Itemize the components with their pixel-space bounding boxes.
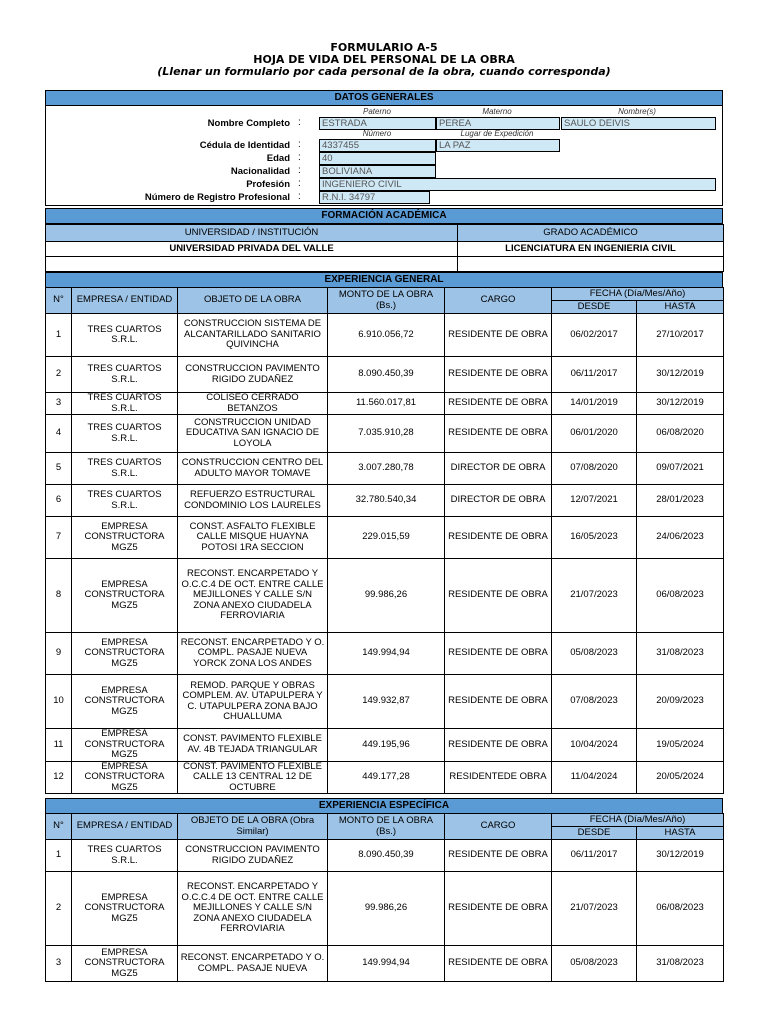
experiencia-especifica-header: EXPERIENCIA ESPECÍFICA — [45, 798, 723, 814]
cell-empresa: EMPRESA CONSTRUCTORA MGZ5 — [72, 872, 178, 946]
cell-monto: 6.910.056,72 — [328, 314, 445, 357]
colon: : — [298, 117, 301, 128]
cell-cargo: RESIDENTE DE OBRA — [445, 357, 552, 393]
cell-empresa: TRES CUARTOS S.R.L. — [72, 840, 178, 872]
cell-empresa: EMPRESA CONSTRUCTORA MGZ5 — [72, 633, 178, 675]
col-monto: MONTO DE LA OBRA (Bs.) — [328, 288, 445, 314]
cell-objeto: CONSTRUCCION PAVIMENTO RIGIDO ZUDAÑEZ — [178, 840, 328, 872]
sub-lugar: Lugar de Expedición — [460, 129, 534, 138]
cell-monto: 7.035.910,28 — [328, 415, 445, 453]
cell-monto: 8.090.450,39 — [328, 840, 445, 872]
cell-n: 1 — [46, 314, 72, 357]
cell-monto: 11.560.017,81 — [328, 393, 445, 415]
cell-cargo: DIRECTOR DE OBRA — [445, 485, 552, 517]
cell-monto: 149.994,94 — [328, 946, 445, 982]
cell-objeto: RECONST. ENCARPETADO Y O.C.C.4 DE OCT. ENTRE CALLE MEJILLONES Y CALLE S/N ZONA ANEXO CIUDADELA FERROVIARIA — [178, 872, 328, 946]
cell-n: 10 — [46, 675, 72, 729]
cell-hasta: 06/08/2020 — [637, 415, 724, 453]
table-row — [46, 314, 724, 357]
cell-cargo: RESIDENTE DE OBRA — [445, 393, 552, 415]
col-hasta: HASTA — [637, 827, 724, 840]
cell-empresa: TRES CUARTOS S.R.L. — [72, 314, 178, 357]
sub-materno: Materno — [482, 107, 512, 116]
cell-monto: 99.986,26 — [328, 559, 445, 633]
cell-empresa: EMPRESA CONSTRUCTORA MGZ5 — [72, 946, 178, 982]
cell-desde: 16/05/2023 — [552, 517, 637, 559]
cell-hasta: 28/01/2023 — [637, 485, 724, 517]
col-desde: DESDE — [552, 827, 637, 840]
cell-cargo: RESIDENTE DE OBRA — [445, 314, 552, 357]
cell-empresa: EMPRESA CONSTRUCTORA MGZ5 — [72, 729, 178, 762]
colon: : — [298, 165, 301, 176]
cell-cargo: RESIDENTE DE OBRA — [445, 872, 552, 946]
cell-hasta: 31/08/2023 — [637, 633, 724, 675]
cell-objeto: CONST. PAVIMENTO FLEXIBLE CALLE 13 CENTRAL 12 DE OCTUBRE — [178, 761, 328, 794]
sub-nombres: Nombre(s) — [618, 107, 656, 116]
cell-hasta: 27/10/2017 — [637, 314, 724, 357]
field-nombres[interactable]: SAULO DEIVIS — [561, 117, 716, 130]
cell-hasta: 09/07/2021 — [637, 453, 724, 485]
cell-cargo: RESIDENTE DE OBRA — [445, 633, 552, 675]
colon: : — [298, 191, 301, 202]
field-registro[interactable]: R.N.I. 34797 — [319, 191, 430, 204]
cell-objeto: CONSTRUCCION UNIDAD EDUCATIVA SAN IGNACIO DE LOYOLA — [178, 415, 328, 453]
cell-cargo: RESIDENTE DE OBRA — [445, 729, 552, 762]
cell-cargo: DIRECTOR DE OBRA — [445, 453, 552, 485]
cell-n: 2 — [46, 357, 72, 393]
col-n: N° — [46, 288, 72, 314]
label-nombre: Nombre Completo — [207, 118, 290, 129]
sub-numero: Número — [362, 129, 392, 138]
cell-empresa: EMPRESA CONSTRUCTORA MGZ5 — [72, 559, 178, 633]
cell-cargo: RESIDENTE DE OBRA — [445, 517, 552, 559]
cell-objeto: CONST. PAVIMENTO FLEXIBLE AV. 4B TEJADA TRIANGULAR — [178, 729, 328, 762]
cell-desde: 12/07/2021 — [552, 485, 637, 517]
cell-objeto: RECONST. ENCARPETADO Y O. COMPL. PASAJE NUEVA — [178, 946, 328, 982]
table-row — [46, 946, 724, 982]
cell-n: 1 — [46, 840, 72, 872]
formacion-header: FORMACIÓN ACADÉMICA — [45, 208, 723, 224]
cell-n: 4 — [46, 415, 72, 453]
colon: : — [298, 139, 301, 150]
cell-desde: 07/08/2023 — [552, 675, 637, 729]
cell-n: 11 — [46, 729, 72, 762]
field-ci-lugar[interactable]: LA PAZ — [436, 139, 560, 152]
col-fecha: FECHA (Día/Mes/Año) — [552, 814, 724, 827]
cell-desde: 21/07/2023 — [552, 872, 637, 946]
cell-monto: 449.177,28 — [328, 761, 445, 794]
form-title: HOJA DE VIDA DEL PERSONAL DE LA OBRA — [253, 53, 515, 66]
col-universidad: UNIVERSIDAD / INSTITUCIÓN — [46, 225, 458, 242]
col-empresa: EMPRESA / ENTIDAD — [72, 814, 178, 840]
cell-empresa: EMPRESA CONSTRUCTORA MGZ5 — [72, 761, 178, 794]
cell-n: 2 — [46, 872, 72, 946]
formacion-universidad: UNIVERSIDAD PRIVADA DEL VALLE — [46, 242, 458, 257]
col-objeto: OBJETO DE LA OBRA (Obra Similar) — [178, 814, 328, 840]
cell-desde: 05/08/2023 — [552, 946, 637, 982]
table-row — [46, 517, 724, 559]
col-monto: MONTO DE LA OBRA (Bs.) — [328, 814, 445, 840]
cell-n: 5 — [46, 453, 72, 485]
table-row — [46, 633, 724, 675]
cell-monto: 229.015,59 — [328, 517, 445, 559]
experiencia-general-header: EXPERIENCIA GENERAL — [45, 272, 723, 288]
cell-hasta: 06/08/2023 — [637, 872, 724, 946]
cell-objeto: CONSTRUCCION SISTEMA DE ALCANTARILLADO SANITARIO QUIVINCHA — [178, 314, 328, 357]
cell-hasta: 30/12/2019 — [637, 840, 724, 872]
label-nacionalidad: Nacionalidad — [230, 166, 290, 177]
cell-n: 9 — [46, 633, 72, 675]
cell-empresa: TRES CUARTOS S.R.L. — [72, 393, 178, 415]
table-row — [46, 840, 724, 872]
formacion-grado: LICENCIATURA EN INGENIERIA CIVIL — [458, 242, 724, 257]
cell-objeto: CONSTRUCCION PAVIMENTO RIGIDO ZUDAÑEZ — [178, 357, 328, 393]
experiencia-especifica-table — [45, 813, 724, 982]
col-cargo: CARGO — [445, 814, 552, 840]
table-row — [46, 485, 724, 517]
col-n: N° — [46, 814, 72, 840]
cell-n: 12 — [46, 761, 72, 794]
experiencia-general-table — [45, 287, 724, 794]
cell-empresa: TRES CUARTOS S.R.L. — [72, 485, 178, 517]
cell-empresa: TRES CUARTOS S.R.L. — [72, 453, 178, 485]
table-row — [46, 675, 724, 729]
label-profesion: Profesión — [246, 179, 290, 190]
cell-monto: 32.780.540,34 — [328, 485, 445, 517]
table-row — [46, 559, 724, 633]
cell-desde: 10/04/2024 — [552, 729, 637, 762]
field-profesion[interactable]: INGENIERO CIVIL — [319, 178, 716, 191]
cell-desde: 06/11/2017 — [552, 840, 637, 872]
cell-n: 7 — [46, 517, 72, 559]
formacion-empty-cell — [46, 257, 458, 272]
form-subtitle: (Llenar un formulario por cada personal de la obra, cuando corresponda) — [157, 65, 611, 78]
cell-objeto: RECONST. ENCARPETADO Y O. COMPL. PASAJE NUEVA YORCK ZONA LOS ANDES — [178, 633, 328, 675]
colon: : — [298, 178, 301, 189]
col-fecha: FECHA (Día/Mes/Año) — [552, 288, 724, 301]
field-edad[interactable]: 40 — [319, 152, 436, 165]
cell-hasta: 24/06/2023 — [637, 517, 724, 559]
col-objeto: OBJETO DE LA OBRA — [178, 288, 328, 314]
label-ci: Cédula de Identidad — [199, 140, 290, 151]
cell-monto: 8.090.450,39 — [328, 357, 445, 393]
cell-empresa: TRES CUARTOS S.R.L. — [72, 357, 178, 393]
cell-n: 3 — [46, 946, 72, 982]
cell-desde: 05/08/2023 — [552, 633, 637, 675]
table-row — [46, 729, 724, 762]
cell-monto: 149.994,94 — [328, 633, 445, 675]
cell-hasta: 30/12/2019 — [637, 357, 724, 393]
field-paterno[interactable]: ESTRADA — [319, 117, 436, 130]
cell-cargo: RESIDENTE DE OBRA — [445, 840, 552, 872]
col-hasta: HASTA — [637, 301, 724, 314]
col-cargo: CARGO — [445, 288, 552, 314]
cell-desde: 07/08/2020 — [552, 453, 637, 485]
table-row — [46, 415, 724, 453]
form-code: FORMULARIO A-5 — [330, 41, 438, 54]
cell-desde: 14/01/2019 — [552, 393, 637, 415]
cell-n: 6 — [46, 485, 72, 517]
cell-empresa: TRES CUARTOS S.R.L. — [72, 415, 178, 453]
cell-hasta: 06/08/2023 — [637, 559, 724, 633]
cell-hasta: 20/05/2024 — [637, 761, 724, 794]
cell-desde: 11/04/2024 — [552, 761, 637, 794]
cell-cargo: RESIDENTE DE OBRA — [445, 675, 552, 729]
cell-monto: 149.932,87 — [328, 675, 445, 729]
cell-hasta: 20/09/2023 — [637, 675, 724, 729]
table-row — [46, 453, 724, 485]
cell-desde: 06/01/2020 — [552, 415, 637, 453]
field-materno[interactable]: PEREA — [436, 117, 560, 130]
cell-n: 3 — [46, 393, 72, 415]
field-ci-numero[interactable]: 4337455 — [319, 139, 436, 152]
cell-objeto: CONST. ASFALTO FLEXIBLE CALLE MISQUE HUAYNA POTOSI 1RA SECCION — [178, 517, 328, 559]
table-row — [46, 872, 724, 946]
cell-hasta: 19/05/2024 — [637, 729, 724, 762]
cell-hasta: 30/12/2019 — [637, 393, 724, 415]
formacion-empty-cell — [458, 257, 724, 272]
cell-objeto: COLISEO CERRADO BETANZOS — [178, 393, 328, 415]
sub-paterno: Paterno — [362, 107, 392, 116]
colon: : — [298, 152, 301, 163]
cell-empresa: EMPRESA CONSTRUCTORA MGZ5 — [72, 517, 178, 559]
cell-n: 8 — [46, 559, 72, 633]
cell-objeto: REMOD. PARQUE Y OBRAS COMPLEM. AV. UTAPULPERA Y C. UTAPULPERA ZONA BAJO CHUALLUMA — [178, 675, 328, 729]
table-row — [46, 357, 724, 393]
col-desde: DESDE — [552, 301, 637, 314]
cell-monto: 3.007.280,78 — [328, 453, 445, 485]
cell-hasta: 31/08/2023 — [637, 946, 724, 982]
col-empresa: EMPRESA / ENTIDAD — [72, 288, 178, 314]
cell-objeto: REFUERZO ESTRUCTURAL CONDOMINIO LOS LAURELES — [178, 485, 328, 517]
col-grado: GRADO ACADÉMICO — [458, 225, 724, 242]
label-edad: Edad — [266, 153, 290, 164]
cell-desde: 21/07/2023 — [552, 559, 637, 633]
cell-objeto: RECONST. ENCARPETADO Y O.C.C.4 DE OCT. ENTRE CALLE MEJILLONES Y CALLE S/N ZONA ANEXO CIUDADELA FERROVIARIA — [178, 559, 328, 633]
field-nacionalidad[interactable]: BOLIVIANA — [319, 165, 436, 178]
formacion-table — [45, 224, 724, 272]
datos-generales-header: DATOS GENERALES — [45, 90, 723, 106]
label-registro: Número de Registro Profesional — [144, 192, 290, 203]
cell-monto: 99.986,26 — [328, 872, 445, 946]
cell-cargo: RESIDENTEDE OBRA — [445, 761, 552, 794]
cell-objeto: CONSTRUCCION CENTRO DEL ADULTO MAYOR TOMAVE — [178, 453, 328, 485]
table-row — [46, 393, 724, 415]
cell-cargo: RESIDENTE DE OBRA — [445, 946, 552, 982]
table-row — [46, 761, 724, 794]
cell-cargo: RESIDENTE DE OBRA — [445, 559, 552, 633]
cell-desde: 06/11/2017 — [552, 357, 637, 393]
cell-desde: 06/02/2017 — [552, 314, 637, 357]
cell-monto: 449.195,96 — [328, 729, 445, 762]
cell-cargo: RESIDENTE DE OBRA — [445, 415, 552, 453]
cell-empresa: EMPRESA CONSTRUCTORA MGZ5 — [72, 675, 178, 729]
